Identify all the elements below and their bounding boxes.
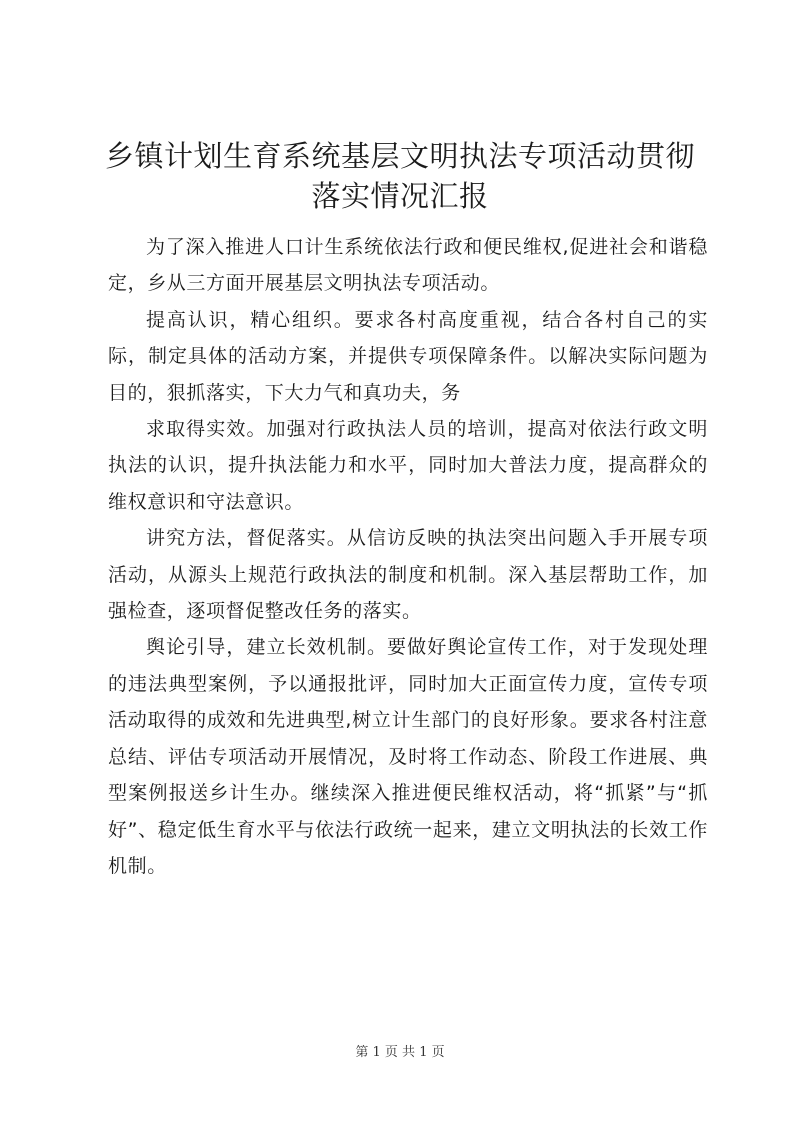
title-line-1: 乡镇计划生育系统基层文明执法专项活动贯彻 — [104, 139, 695, 173]
page-title — [60, 136, 740, 216]
paragraph-results: 求取得实效。加强对行政执法人员的培训，提高对依法行政文明执法的认识，提升执法能力和水平，同时加大普法力度，提高群众的维权意识和守法意识。 — [108, 418, 708, 513]
title-line-2: 落实情况汇报 — [311, 179, 489, 213]
paragraph-publicity: 舆论引导，建立长效机制。要做好舆论宣传工作，对于发现处理的违法典型案例，予以通报批评，同时加大正面宣传力度，宣传专项活动取得的成效和先进典型,树立计生部门的良好形象。要求各村注意总结、评估专项活动开展情况，及时将工作动态、阶段工作进展、典型案例报送乡计生办。继续深入推进便民维权活动，将“抓紧”与“抓好”、稳定低生育水平与依法行政统一起来，建立文明执法的长效工作机制。 — [108, 636, 708, 877]
paragraph-awareness: 提高认识，精心组织。要求各村高度重视，结合各村自己的实际，制定具体的活动方案，并提供专项保障条件。以解决实际问题为目的，狠抓落实，下大力气和真功夫，务 — [108, 308, 708, 404]
document-body — [108, 229, 708, 884]
page-number-footer: 第 1 页 共 1 页 — [355, 1045, 445, 1060]
paragraph-intro: 为了深入推进人口计生系统依法行政和便民维权,促进社会和谐稳定，乡从三方面开展基层文明执法专项活动。 — [108, 236, 708, 295]
paragraph-methods: 讲究方法，督促落实。从信访反映的执法突出问题入手开展专项活动，从源头上规范行政执法的制度和机制。深入基层帮助工作，加强检查，逐项督促整改任务的落实。 — [108, 527, 708, 623]
